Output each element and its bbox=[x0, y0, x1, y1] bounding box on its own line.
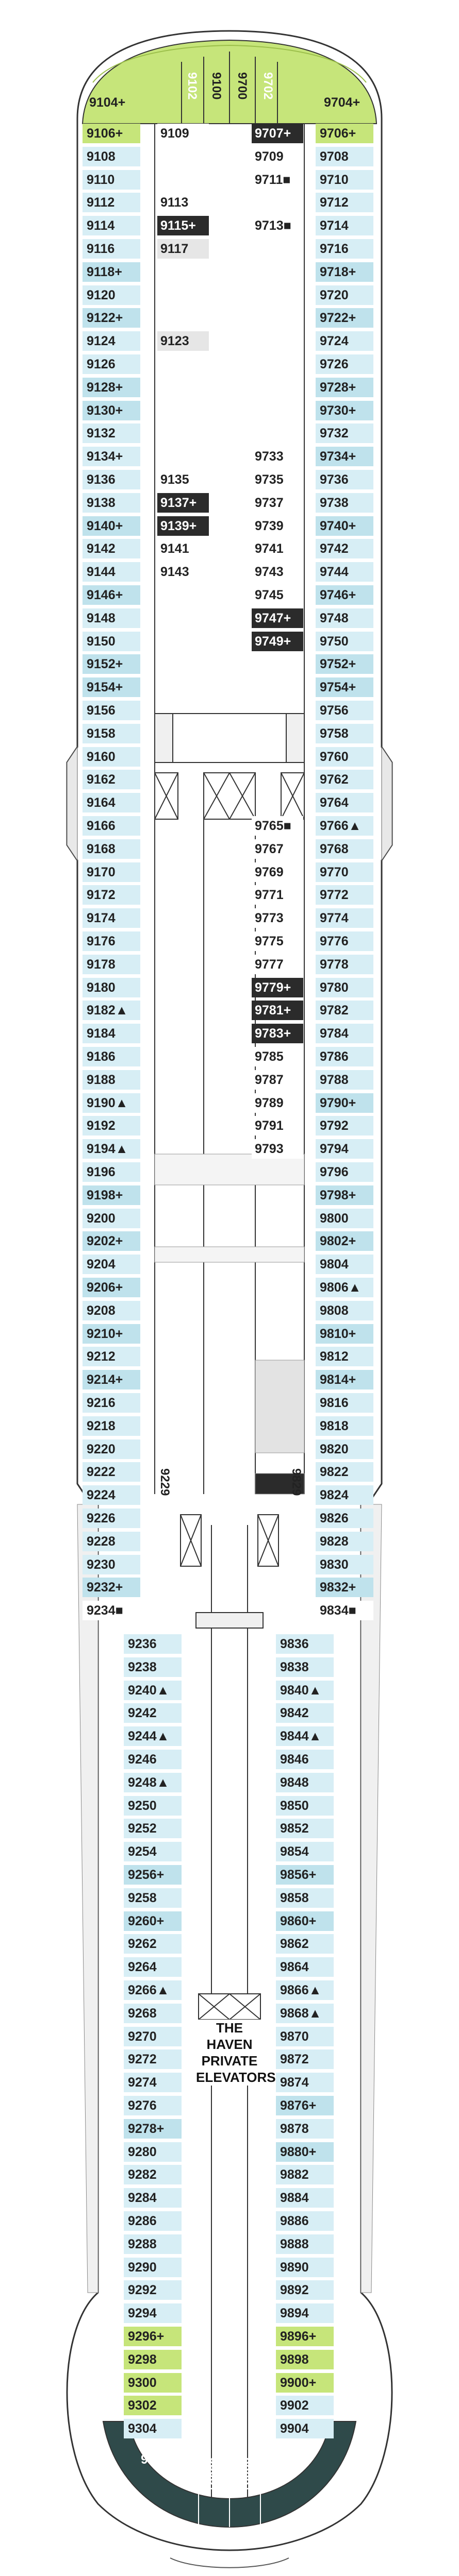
haven-elevators bbox=[199, 1994, 260, 2020]
cabin-9302[interactable]: 9302 bbox=[124, 2396, 182, 2415]
cabin-9726[interactable]: 9726 bbox=[316, 354, 373, 374]
cabin-9710[interactable]: 9710 bbox=[316, 170, 373, 190]
cabin-9744[interactable]: 9744 bbox=[316, 562, 373, 582]
cabin-9862[interactable]: 9862 bbox=[276, 1934, 334, 1954]
cabin-9860[interactable]: 9860+ bbox=[276, 1911, 334, 1931]
cabin-9296[interactable]: 9296+ bbox=[124, 2327, 182, 2346]
cabin-9242[interactable]: 9242 bbox=[124, 1703, 182, 1723]
cabin-9160[interactable]: 9160 bbox=[83, 747, 140, 767]
cabin-9712[interactable]: 9712 bbox=[316, 193, 373, 212]
cabin-9777[interactable]: 9777 bbox=[252, 955, 303, 974]
hull-hatch-right bbox=[382, 747, 392, 860]
cabin-9852[interactable]: 9852 bbox=[276, 1819, 334, 1838]
cabin-9740[interactable]: 9740+ bbox=[316, 516, 373, 536]
cabin-9786[interactable]: 9786 bbox=[316, 1047, 373, 1066]
cabin-9707[interactable]: 9707+ bbox=[252, 124, 303, 143]
cabin-9212[interactable]: 9212 bbox=[83, 1347, 140, 1366]
cabin-9733[interactable]: 9733 bbox=[252, 447, 303, 466]
cabin-9798[interactable]: 9798+ bbox=[316, 1185, 373, 1205]
cabin-9206[interactable]: 9206+ bbox=[83, 1278, 140, 1297]
cabin-9737[interactable]: 9737 bbox=[252, 493, 303, 513]
cabin-9139[interactable]: 9139+ bbox=[157, 516, 209, 536]
cabin-9858[interactable]: 9858 bbox=[276, 1888, 334, 1908]
cabin-9711[interactable]: 9711■ bbox=[252, 170, 303, 190]
cabin-9109[interactable]: 9109 bbox=[157, 124, 209, 143]
cabin-9824[interactable]: 9824 bbox=[316, 1485, 373, 1505]
cabin-9898[interactable]: 9898 bbox=[276, 2350, 334, 2369]
cabin-9708[interactable]: 9708 bbox=[316, 147, 373, 166]
cabin-9780[interactable]: 9780 bbox=[316, 978, 373, 997]
cabin-9864[interactable]: 9864 bbox=[276, 1957, 334, 1977]
cabin-9278[interactable]: 9278+ bbox=[124, 2119, 182, 2139]
cabin-9812[interactable]: 9812 bbox=[316, 1347, 373, 1366]
cabin-9128[interactable]: 9128+ bbox=[83, 378, 140, 397]
cabin-9229[interactable]: 9229 bbox=[158, 1468, 172, 1496]
cabin-9202[interactable]: 9202+ bbox=[83, 1231, 140, 1251]
cabin-9262[interactable]: 9262 bbox=[124, 1934, 182, 1954]
cabin-9820[interactable]: 9820 bbox=[316, 1439, 373, 1459]
suite-stern-left[interactable]: 9306+ bbox=[141, 2452, 177, 2467]
cabin-9304[interactable]: 9304 bbox=[124, 2419, 182, 2438]
cabin-9124[interactable]: 9124 bbox=[83, 331, 140, 351]
cabin-9210[interactable]: 9210+ bbox=[83, 1324, 140, 1344]
cabin-9250[interactable]: 9250 bbox=[124, 1796, 182, 1816]
cabin-9776[interactable]: 9776 bbox=[316, 931, 373, 951]
cabin-9180[interactable]: 9180 bbox=[83, 978, 140, 997]
cabin-9754[interactable]: 9754+ bbox=[316, 677, 373, 697]
cabin-9123[interactable]: 9123 bbox=[157, 331, 209, 351]
cabin-9844[interactable]: 9844▲ bbox=[276, 1726, 334, 1746]
cabin-9783[interactable]: 9783+ bbox=[252, 1024, 303, 1043]
cabin-9745[interactable]: 9745 bbox=[252, 585, 303, 605]
stern-lower-deck bbox=[170, 2558, 289, 2568]
cabin-9756[interactable]: 9756 bbox=[316, 701, 373, 720]
hull-hatch-right-aft bbox=[361, 1504, 382, 2293]
cabin-9722[interactable]: 9722+ bbox=[316, 308, 373, 328]
cabin-9850[interactable]: 9850 bbox=[276, 1796, 334, 1816]
cabin-9196[interactable]: 9196 bbox=[83, 1162, 140, 1182]
cabin-9748[interactable]: 9748 bbox=[316, 608, 373, 628]
cabin-9773[interactable]: 9773 bbox=[252, 908, 303, 928]
cabin-9791[interactable]: 9791 bbox=[252, 1116, 303, 1136]
cabin-9166[interactable]: 9166 bbox=[83, 816, 140, 836]
suite-bow-left[interactable]: 9104+ bbox=[89, 95, 126, 110]
cabin-9830[interactable]: 9830 bbox=[316, 1555, 373, 1574]
cabin-9787[interactable]: 9787 bbox=[252, 1070, 303, 1090]
cabin-9784[interactable]: 9784 bbox=[316, 1024, 373, 1043]
cabin-9164[interactable]: 9164 bbox=[83, 793, 140, 812]
cabin-9760[interactable]: 9760 bbox=[316, 747, 373, 767]
cabin-9224[interactable]: 9224 bbox=[83, 1485, 140, 1505]
cabin-9765[interactable]: 9765■ bbox=[252, 816, 303, 836]
cabin-9200[interactable]: 9200 bbox=[83, 1209, 140, 1228]
cabin-9220[interactable]: 9220 bbox=[83, 1439, 140, 1459]
cabin-9767[interactable]: 9767 bbox=[252, 839, 303, 859]
cabin-9254[interactable]: 9254 bbox=[124, 1842, 182, 1861]
cabin-9168[interactable]: 9168 bbox=[83, 839, 140, 859]
suite-bow-center-1[interactable]: 9102 bbox=[185, 72, 199, 100]
cabin-9834[interactable]: 9834■ bbox=[316, 1601, 373, 1620]
cabin-9749[interactable]: 9749+ bbox=[252, 632, 303, 651]
hull-hatch-left bbox=[67, 747, 77, 860]
cabin-9902[interactable]: 9902 bbox=[276, 2396, 334, 2415]
cabin-9866[interactable]: 9866▲ bbox=[276, 1980, 334, 2000]
cabin-9880[interactable]: 9880+ bbox=[276, 2142, 334, 2162]
cabin-9794[interactable]: 9794 bbox=[316, 1139, 373, 1159]
cabin-9141[interactable]: 9141 bbox=[157, 539, 209, 558]
cabin-9228[interactable]: 9228 bbox=[83, 1532, 140, 1551]
cabin-9734[interactable]: 9734+ bbox=[316, 447, 373, 466]
cabin-9790[interactable]: 9790+ bbox=[316, 1093, 373, 1113]
cabin-9300[interactable]: 9300 bbox=[124, 2373, 182, 2393]
cabin-9800[interactable]: 9800 bbox=[316, 1209, 373, 1228]
hull-hatch-left-aft bbox=[77, 1504, 98, 2293]
suite-stern-center-2[interactable]: 9908+ bbox=[238, 2458, 252, 2493]
cabin-9146[interactable]: 9146+ bbox=[83, 585, 140, 605]
cabin-9143[interactable]: 9143 bbox=[157, 562, 209, 582]
cabin-9836[interactable]: 9836 bbox=[276, 1634, 334, 1654]
cabin-9290[interactable]: 9290 bbox=[124, 2258, 182, 2277]
cabin-9856[interactable]: 9856+ bbox=[276, 1865, 334, 1885]
cabin-9294[interactable]: 9294 bbox=[124, 2303, 182, 2323]
cabin-9818[interactable]: 9818 bbox=[316, 1416, 373, 1436]
cabin-9288[interactable]: 9288 bbox=[124, 2234, 182, 2254]
cabin-9234[interactable]: 9234■ bbox=[83, 1601, 140, 1620]
cabin-9110[interactable]: 9110 bbox=[83, 170, 140, 190]
cabin-9848[interactable]: 9848 bbox=[276, 1773, 334, 1792]
cabin-9258[interactable]: 9258 bbox=[124, 1888, 182, 1908]
cabin-9796[interactable]: 9796 bbox=[316, 1162, 373, 1182]
cabin-9116[interactable]: 9116 bbox=[83, 239, 140, 259]
cabin-9232[interactable]: 9232+ bbox=[83, 1578, 140, 1597]
cabin-9720[interactable]: 9720 bbox=[316, 285, 373, 305]
cabin-9810[interactable]: 9810+ bbox=[316, 1324, 373, 1344]
cabin-9868[interactable]: 9868▲ bbox=[276, 2004, 334, 2023]
cabin-9774[interactable]: 9774 bbox=[316, 908, 373, 928]
cabin-9140[interactable]: 9140+ bbox=[83, 516, 140, 536]
cabin-9741[interactable]: 9741 bbox=[252, 539, 303, 558]
cabin-9735[interactable]: 9735 bbox=[252, 470, 303, 489]
cabin-9188[interactable]: 9188 bbox=[83, 1070, 140, 1090]
cabin-9894[interactable]: 9894 bbox=[276, 2303, 334, 2323]
haven-elevators-label: THE HAVEN PRIVATE ELEVATORS bbox=[196, 2020, 276, 2085]
cabin-9785[interactable]: 9785 bbox=[252, 1047, 303, 1066]
cabin-9192[interactable]: 9192 bbox=[83, 1116, 140, 1136]
cabin-9713[interactable]: 9713■ bbox=[252, 216, 303, 235]
cabin-9122[interactable]: 9122+ bbox=[83, 308, 140, 328]
cabin-9874[interactable]: 9874 bbox=[276, 2073, 334, 2092]
suite-bow-center-4[interactable]: 9702 bbox=[261, 72, 275, 100]
cabin-9808[interactable]: 9808 bbox=[316, 1301, 373, 1320]
cabin-9730[interactable]: 9730+ bbox=[316, 401, 373, 420]
cabin-9769[interactable]: 9769 bbox=[252, 862, 303, 882]
cabin-9878[interactable]: 9878 bbox=[276, 2119, 334, 2139]
cabin-9746[interactable]: 9746+ bbox=[316, 585, 373, 605]
cabin-9194[interactable]: 9194▲ bbox=[83, 1139, 140, 1159]
cabin-9244[interactable]: 9244▲ bbox=[124, 1726, 182, 1746]
cabin-9714[interactable]: 9714 bbox=[316, 216, 373, 235]
cabin-9728[interactable]: 9728+ bbox=[316, 378, 373, 397]
cabin-9804[interactable]: 9804 bbox=[316, 1255, 373, 1274]
cabin-9135[interactable]: 9135 bbox=[157, 470, 209, 489]
cabin-9256[interactable]: 9256+ bbox=[124, 1865, 182, 1885]
cabin-9272[interactable]: 9272 bbox=[124, 2049, 182, 2069]
cabin-9838[interactable]: 9838 bbox=[276, 1657, 334, 1677]
cabin-9270[interactable]: 9270 bbox=[124, 2027, 182, 2046]
cabin-9888[interactable]: 9888 bbox=[276, 2234, 334, 2254]
cabin-9736[interactable]: 9736 bbox=[316, 470, 373, 489]
cabin-9828[interactable]: 9828 bbox=[316, 1532, 373, 1551]
suite-stern-right[interactable]: 9906+ bbox=[272, 2452, 309, 2467]
elevator-bank-forward bbox=[155, 773, 304, 819]
cabin-9884[interactable]: 9884 bbox=[276, 2188, 334, 2208]
suite-stern-center-1[interactable]: 9308+ bbox=[207, 2458, 221, 2493]
cabin-9132[interactable]: 9132 bbox=[83, 423, 140, 443]
cabin-9832[interactable]: 9832+ bbox=[316, 1578, 373, 1597]
cabin-9854[interactable]: 9854 bbox=[276, 1842, 334, 1861]
cabin-9268[interactable]: 9268 bbox=[124, 2004, 182, 2023]
cabin-9709[interactable]: 9709 bbox=[252, 147, 303, 166]
cabin-9706[interactable]: 9706+ bbox=[316, 124, 373, 143]
cabin-9826[interactable]: 9826 bbox=[316, 1509, 373, 1528]
cabin-9752[interactable]: 9752+ bbox=[316, 654, 373, 674]
suite-bow-right[interactable]: 9704+ bbox=[324, 95, 360, 110]
cabin-9266[interactable]: 9266▲ bbox=[124, 1980, 182, 2000]
cabin-9130[interactable]: 9130+ bbox=[83, 401, 140, 420]
cabin-9770[interactable]: 9770 bbox=[316, 862, 373, 882]
cabin-9876[interactable]: 9876+ bbox=[276, 2096, 334, 2115]
cabin-9286[interactable]: 9286 bbox=[124, 2211, 182, 2231]
cabin-9758[interactable]: 9758 bbox=[316, 724, 373, 743]
cabin-9113[interactable]: 9113 bbox=[157, 193, 209, 212]
cabin-9886[interactable]: 9886 bbox=[276, 2211, 334, 2231]
cabin-9282[interactable]: 9282 bbox=[124, 2165, 182, 2184]
cabin-9896[interactable]: 9896+ bbox=[276, 2327, 334, 2346]
cabin-9218[interactable]: 9218 bbox=[83, 1416, 140, 1436]
cabin-9137[interactable]: 9137+ bbox=[157, 493, 209, 513]
cabin-9248[interactable]: 9248▲ bbox=[124, 1773, 182, 1792]
cabin-9276[interactable]: 9276 bbox=[124, 2096, 182, 2115]
cabin-9768[interactable]: 9768 bbox=[316, 839, 373, 859]
stair-block-forward bbox=[155, 714, 304, 762]
cabin-9264[interactable]: 9264 bbox=[124, 1957, 182, 1977]
cabin-9208[interactable]: 9208 bbox=[83, 1301, 140, 1320]
cabin-9802[interactable]: 9802+ bbox=[316, 1231, 373, 1251]
cabin-9872[interactable]: 9872 bbox=[276, 2049, 334, 2069]
cabin-9892[interactable]: 9892 bbox=[276, 2280, 334, 2300]
cabin-9742[interactable]: 9742 bbox=[316, 539, 373, 558]
cabin-9170[interactable]: 9170 bbox=[83, 862, 140, 882]
cabin-9134[interactable]: 9134+ bbox=[83, 447, 140, 466]
cabin-9762[interactable]: 9762 bbox=[316, 770, 373, 789]
cabin-9890[interactable]: 9890 bbox=[276, 2258, 334, 2277]
cabin-9904[interactable]: 9904 bbox=[276, 2419, 334, 2438]
cabin-9829[interactable]: 9829 bbox=[289, 1468, 303, 1496]
cabin-9772[interactable]: 9772 bbox=[316, 885, 373, 905]
cabin-9204[interactable]: 9204 bbox=[83, 1255, 140, 1274]
cabin-9747[interactable]: 9747+ bbox=[252, 608, 303, 628]
cabin-9274[interactable]: 9274 bbox=[124, 2073, 182, 2092]
cabin-9176[interactable]: 9176 bbox=[83, 931, 140, 951]
cabin-9118[interactable]: 9118+ bbox=[83, 262, 140, 282]
suite-bow-center-3[interactable]: 9700 bbox=[235, 72, 249, 100]
cabin-9724[interactable]: 9724 bbox=[316, 331, 373, 351]
cabin-9246[interactable]: 9246 bbox=[124, 1750, 182, 1769]
cabin-9782[interactable]: 9782 bbox=[316, 1001, 373, 1020]
cabin-9216[interactable]: 9216 bbox=[83, 1393, 140, 1413]
cabin-9162[interactable]: 9162 bbox=[83, 770, 140, 789]
cabin-9178[interactable]: 9178 bbox=[83, 955, 140, 974]
cabin-9182[interactable]: 9182▲ bbox=[83, 1001, 140, 1020]
cabin-9184[interactable]: 9184 bbox=[83, 1024, 140, 1043]
cabin-9738[interactable]: 9738 bbox=[316, 493, 373, 513]
cabin-9114[interactable]: 9114 bbox=[83, 216, 140, 235]
cabin-9240[interactable]: 9240▲ bbox=[124, 1681, 182, 1700]
cabin-9112[interactable]: 9112 bbox=[83, 193, 140, 212]
cabin-9766[interactable]: 9766▲ bbox=[316, 816, 373, 836]
cabin-9106[interactable]: 9106+ bbox=[83, 124, 140, 143]
cabin-9198[interactable]: 9198+ bbox=[83, 1185, 140, 1205]
cabin-9230[interactable]: 9230 bbox=[83, 1555, 140, 1574]
cabin-9236[interactable]: 9236 bbox=[124, 1634, 182, 1654]
cabin-9284[interactable]: 9284 bbox=[124, 2188, 182, 2208]
cabin-9156[interactable]: 9156 bbox=[83, 701, 140, 720]
cabin-9789[interactable]: 9789 bbox=[252, 1093, 303, 1113]
cabin-9743[interactable]: 9743 bbox=[252, 562, 303, 582]
cabin-9842[interactable]: 9842 bbox=[276, 1703, 334, 1723]
cabin-9280[interactable]: 9280 bbox=[124, 2142, 182, 2162]
cabin-9222[interactable]: 9222 bbox=[83, 1462, 140, 1482]
cabin-9779[interactable]: 9779+ bbox=[252, 978, 303, 997]
cabin-9154[interactable]: 9154+ bbox=[83, 677, 140, 697]
cabin-9750[interactable]: 9750 bbox=[316, 632, 373, 651]
cabin-9882[interactable]: 9882 bbox=[276, 2165, 334, 2184]
cabin-9126[interactable]: 9126 bbox=[83, 354, 140, 374]
cabin-9260[interactable]: 9260+ bbox=[124, 1911, 182, 1931]
cabin-9814[interactable]: 9814+ bbox=[316, 1370, 373, 1389]
cabin-9840[interactable]: 9840▲ bbox=[276, 1681, 334, 1700]
cabin-9870[interactable]: 9870 bbox=[276, 2027, 334, 2046]
cabin-9174[interactable]: 9174 bbox=[83, 908, 140, 928]
cabin-9152[interactable]: 9152+ bbox=[83, 654, 140, 674]
cabin-9764[interactable]: 9764 bbox=[316, 793, 373, 812]
cabin-9190[interactable]: 9190▲ bbox=[83, 1093, 140, 1113]
cabin-9732[interactable]: 9732 bbox=[316, 423, 373, 443]
cabin-9292[interactable]: 9292 bbox=[124, 2280, 182, 2300]
cabin-9142[interactable]: 9142 bbox=[83, 539, 140, 558]
cabin-9148[interactable]: 9148 bbox=[83, 608, 140, 628]
cabin-9108[interactable]: 9108 bbox=[83, 147, 140, 166]
cabin-9793[interactable]: 9793 bbox=[252, 1139, 303, 1159]
cabin-9900[interactable]: 9900+ bbox=[276, 2373, 334, 2393]
cabin-9775[interactable]: 9775 bbox=[252, 931, 303, 951]
cabin-9718[interactable]: 9718+ bbox=[316, 262, 373, 282]
cabin-9822[interactable]: 9822 bbox=[316, 1462, 373, 1482]
cabin-9117[interactable]: 9117 bbox=[157, 239, 209, 259]
cabin-9238[interactable]: 9238 bbox=[124, 1657, 182, 1677]
cabin-9186[interactable]: 9186 bbox=[83, 1047, 140, 1066]
cabin-9298[interactable]: 9298 bbox=[124, 2350, 182, 2369]
cabin-9778[interactable]: 9778 bbox=[316, 955, 373, 974]
cabin-9115[interactable]: 9115+ bbox=[157, 216, 209, 235]
cabin-9252[interactable]: 9252 bbox=[124, 1819, 182, 1838]
cabin-9716[interactable]: 9716 bbox=[316, 239, 373, 259]
cabin-9806[interactable]: 9806▲ bbox=[316, 1278, 373, 1297]
suite-bow-center-2[interactable]: 9100 bbox=[209, 72, 223, 100]
cabin-9846[interactable]: 9846 bbox=[276, 1750, 334, 1769]
cabin-9214[interactable]: 9214+ bbox=[83, 1370, 140, 1389]
cabin-9120[interactable]: 9120 bbox=[83, 285, 140, 305]
cabin-9150[interactable]: 9150 bbox=[83, 632, 140, 651]
cabin-9144[interactable]: 9144 bbox=[83, 562, 140, 582]
cabin-9138[interactable]: 9138 bbox=[83, 493, 140, 513]
cabin-9788[interactable]: 9788 bbox=[316, 1070, 373, 1090]
cabin-9158[interactable]: 9158 bbox=[83, 724, 140, 743]
cabin-9172[interactable]: 9172 bbox=[83, 885, 140, 905]
cabin-9771[interactable]: 9771 bbox=[252, 885, 303, 905]
cabin-9792[interactable]: 9792 bbox=[316, 1116, 373, 1136]
cabin-9136[interactable]: 9136 bbox=[83, 470, 140, 489]
cabin-9816[interactable]: 9816 bbox=[316, 1393, 373, 1413]
cabin-9226[interactable]: 9226 bbox=[83, 1509, 140, 1528]
cabin-9781[interactable]: 9781+ bbox=[252, 1001, 303, 1020]
cabin-9739[interactable]: 9739 bbox=[252, 516, 303, 536]
